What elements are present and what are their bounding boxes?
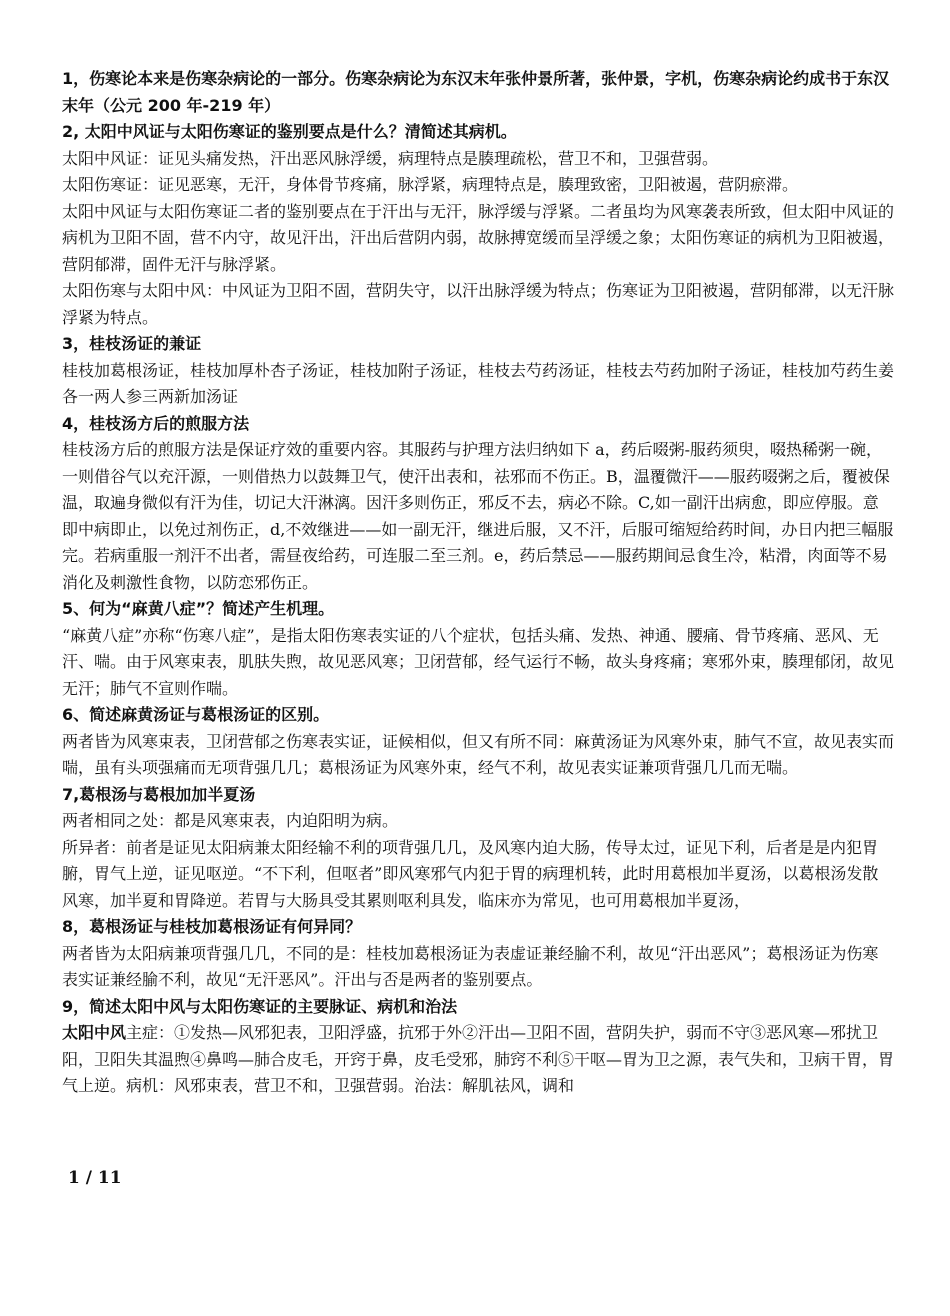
question-4-title: 4，桂枝汤方后的煎服方法 <box>62 413 250 433</box>
answer-8-para-1: 两者皆为太阳病兼项背强几几，不同的是：桂枝加葛根汤证为表虚证兼经腧不利，故见“汗出恶风”；葛根汤证为伤寒表实证兼经腧不利，故见“无汗恶风”。汗出与否是两者的鉴别要点。 <box>62 943 879 989</box>
answer-7-para-2: 所异者：前者是证见太阳病兼太阳经输不利的项背强几几，及风寒内迫大肠，传导太过，证见下利，后者是是内犯胃腑，胃气上逆，证见呕逆。“不下利，但呕者”即风寒邪气内犯于胃的病理机转，此时用葛根加半夏汤，以葛根汤发散风寒，加半夏和胃降逆。若胃与大肠具受其累则呕利具发，临床亦为常见，也可用葛根加半夏汤， <box>62 837 879 910</box>
answer-2-para-4: 太阳伤寒与太阳中风：中风证为卫阳不固，营阴失守，以汗出脉浮缓为特点；伤寒证为卫阳被遏，营阴郁滞，以无汗脉浮紧为特点。 <box>62 281 895 327</box>
question-5-title: 5、何为“麻黄八症”？简述产生机理。 <box>62 599 335 618</box>
question-1: 1，伤寒论本来是伤寒杂病论的一部分。伤寒杂病论为东汉末年张仲景所著，张仲景，字机，伤寒杂病论约成书于东汉末年（公元 200 年-219 年） <box>62 69 890 115</box>
answer-9-text: 主症：①发热—风邪犯表，卫阳浮盛，抗邪于外②汗出—卫阳不固，营阴失护，弱而不守③恶风寒—邪扰卫阳，卫阳失其温煦④鼻鸣—肺合皮毛，开窍于鼻，皮毛受邪，肺窍不利⑤干呕—胃为卫之源，表气失和，卫病干胃，胃气上逆。病机：风邪束表，营卫不和，卫强营弱。治法：解肌祛风，调和 <box>62 1023 895 1095</box>
answer-9-bold-lead: 太阳中风 <box>62 1023 127 1042</box>
answer-2-para-3: 太阳中风证与太阳伤寒证二者的鉴别要点在于汗出与无汗，脉浮缓与浮紧。二者虽均为风寒袭表所致，但太阳中风证的病机为卫阳不固，营不内守，故见汗出，汗出后营阴内弱，故脉搏宽缓而呈浮缓之象；太阳伤寒证的病机为卫阳被遏，营阴郁滞，固件无汗与脉浮紧。 <box>62 201 895 274</box>
answer-7-para-1: 两者相同之处：都是风寒束表，内迫阳明为病。 <box>62 811 399 830</box>
answer-4-para-1: 桂枝汤方后的煎服方法是保证疗效的重要内容。其服药与护理方法归纳如下 a，药后啜粥-服药须臾，啜热稀粥一碗，一则借谷气以充汗源，一则借热力以鼓舞卫气，使汗出表和，祛邪而不伤正。B，温覆微汗——服药啜粥之后，覆被保温，取遍身微似有汗为佳，切记大汗淋漓。因汗多则伤正，邪反不去，病必不除。C,如一副汗出病愈，即应停服。意即中病即止，以免过剂伤正，d,不效继进——如一副无汗，继进后服，又不汗，后服可缩短给药时间，办日内把三幅服完。若病重服一剂汗不出者，需昼夜给药，可连服二至三剂。e，药后禁忌——服药期间忌食生冷，粘滑，肉面等不易消化及刺激性食物，以防恋邪伤正。 <box>62 440 894 592</box>
answer-2-para-1: 太阳中风证：证见头痛发热，汗出恶风脉浮缓，病理特点是腠理疏松，营卫不和，卫强营弱。 <box>62 148 719 168</box>
question-3-title: 3，桂枝汤证的兼证 <box>62 334 202 353</box>
question-7-title: 7,葛根汤与葛根加加半夏汤 <box>62 784 256 804</box>
answer-2-para-2: 太阳伤寒证：证见恶寒，无汗，身体骨节疼痛，脉浮紧，病理特点是，腠理致密，卫阳被遏，营阴瘀滞。 <box>62 175 799 194</box>
page-number: 1 / 11 <box>68 1168 122 1188</box>
answer-9-para-1 <box>62 1020 894 1100</box>
question-2-title: 2, 太阳中风证与太阳伤寒证的鉴别要点是什么？清简述其病机。 <box>62 122 517 141</box>
document-page <box>62 66 894 1100</box>
answer-5-para-1: “麻黄八症”亦称“伤寒八症”，是指太阳伤寒表实证的八个症状，包括头痛、发热、神通、腰痛、骨节疼痛、恶风、无汗、喘。由于风寒束表，肌肤失煦，故见恶风寒；卫闭营郁，经气运行不畅，故头身疼痛；寒邪外束，腠理郁闭，故见无汗；肺气不宣则作喘。 <box>62 625 895 698</box>
answer-6-para-1: 两者皆为风寒束表，卫闭营郁之伤寒表实证，证候相似，但又有所不同：麻黄汤证为风寒外束，肺气不宣，故见表实而喘，虽有头项强痛而无项背强几几；葛根汤证为风寒外束，经气不利，故见表实证兼项背强几几而无喘。 <box>62 731 895 777</box>
question-6-title: 6、简述麻黄汤证与葛根汤证的区别。 <box>62 705 330 724</box>
answer-3-para-1: 桂枝加葛根汤证，桂枝加厚朴杏子汤证，桂枝加附子汤证，桂枝去芍药汤证，桂枝去芍药加附子汤证，桂枝加芍药生姜各一两人参三两新加汤证 <box>62 360 895 406</box>
question-9-title: 9，简述太阳中风与太阳伤寒证的主要脉证、病机和治法 <box>62 996 458 1016</box>
question-8-title: 8，葛根汤证与桂枝加葛根汤证有何异同？ <box>62 917 362 936</box>
